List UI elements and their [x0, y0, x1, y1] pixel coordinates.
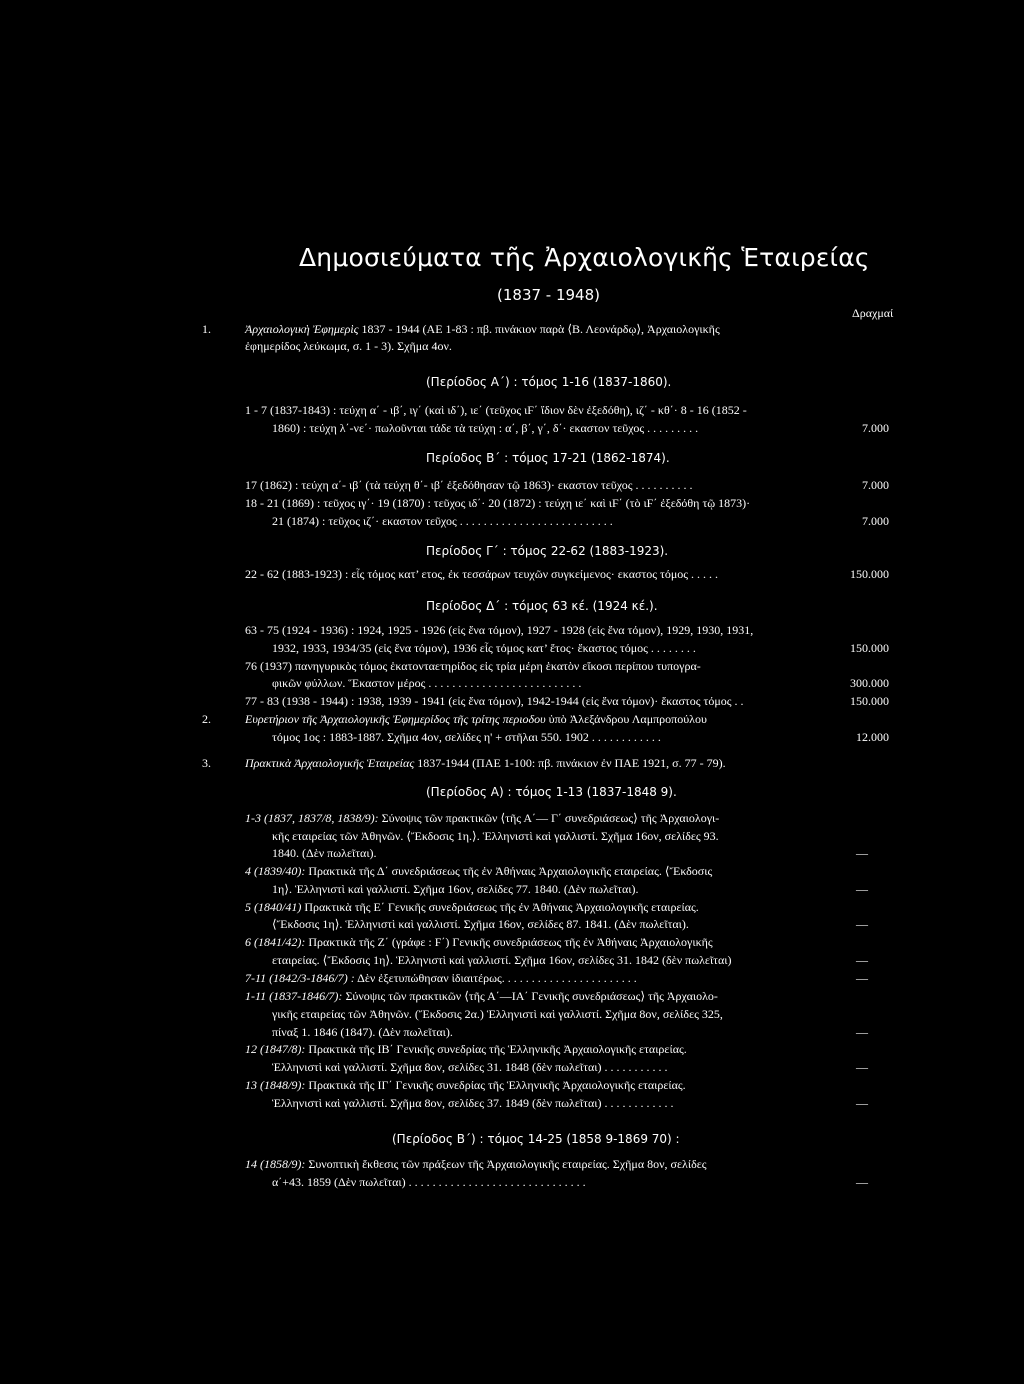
section-heading: Περίοδος Δ΄ : τόμος 63 κέ. (1924 κέ.).	[426, 599, 658, 613]
praktika-ref: 13 (1848/9):	[245, 1078, 306, 1092]
praktika-ref: 5 (1840/41)	[245, 900, 302, 914]
praktika-line	[245, 864, 712, 878]
entry-number: 2.	[202, 712, 211, 726]
praktika-ref: 12 (1847/8):	[245, 1042, 306, 1056]
section-heading: (Περίοδος Α) : τόμος 1-13 (1837-1848 9).	[426, 785, 677, 799]
entry-text: ὑπὸ Ἀλεξάνδρου Λαμπροπούλου	[548, 712, 707, 726]
praktika-ref: 7-11 (1842/3-1846/7) :	[245, 971, 355, 985]
entry-line: ἐφημερίδος λεύκωμα, σ. 1 - 3). Σχῆμα 4ον.	[245, 339, 452, 353]
praktika-line: Ἑλληνιστὶ καὶ γαλλιστί. Σχῆμα 8ον, σελίδες 37. 1849 (δὲν πωλεῖται) . . . . . . . . . . . .	[272, 1096, 674, 1110]
praktika-text: Δὲν ἐξετυπώθησαν ἰδιαιτέρως. . . . . . . . . . . . . . . . . . . . . . .	[357, 971, 637, 985]
price-value: 12.000	[856, 730, 889, 744]
price-dash: —	[856, 1096, 868, 1110]
praktika-text: Συνοπτικὴ ἔκθεσις τῶν πράξεων τῆς Ἀρχαιολογικῆς εταιρείας. Σχῆμα 8ον, σελίδες	[308, 1157, 707, 1171]
praktika-line	[245, 1157, 707, 1171]
praktika-line	[245, 900, 699, 914]
praktika-text: Πρακτικὰ τῆς Ζ΄ (γράφε : Ϝ΄) Γενικῆς συνεδριάσεως τῆς ἐν Ἀθήναις Ἀρχαιολογικῆς	[308, 935, 713, 949]
price-dash: —	[856, 971, 868, 985]
entry-line	[245, 756, 726, 770]
praktika-text: Πρακτικὰ τῆς ΙΓ΄ Γενικῆς συνεδρίας τῆς Ἑλληνικῆς Ἀρχαιολογικῆς εταιρείας.	[308, 1078, 686, 1092]
price-dash: —	[856, 1175, 868, 1189]
price-dash: —	[856, 1025, 868, 1039]
praktika-line: Ἑλληνιστὶ καὶ γαλλιστί. Σχῆμα 8ον, σελίδες 31. 1848 (δὲν πωλεῖται) . . . . . . . . . . .	[272, 1060, 668, 1074]
praktika-line: πίναξ 1. 1846 (1847). (Δὲν πωλεῖται).	[272, 1025, 453, 1039]
section-line: 18 - 21 (1869) : τεῦχος ιγ΄· 19 (1870) : τεῦχος ιδ΄· 20 (1872) : τεύχη ιε΄ καὶ ιϜ΄ (τὸ ιϜ΄ ἐξεδόθη τῷ 1873)·	[245, 496, 751, 510]
praktika-line: εταιρείας. ⟨Ἔκδοσις 1η⟩. Ἑλληνιστὶ καὶ γαλλιστί. Σχῆμα 16ον, σελίδες 31. 1842 (δὲν πωλεῖται)	[272, 953, 732, 967]
page-title: Δημοσιεύματα τῆς Ἀρχαιολογικῆς Ἑταιρείας	[299, 243, 870, 272]
price-dash: —	[856, 846, 868, 860]
section-heading: (Περίοδος Α΄) : τόμος 1-16 (1837-1860).	[426, 375, 672, 389]
praktika-line	[245, 989, 718, 1003]
entry-line	[245, 322, 720, 336]
praktika-ref: 1-3 (1837, 1837/8, 1838/9):	[245, 811, 379, 825]
section-line: 1860) : τεύχη λ΄-νε΄· πωλοῦνται τάδε τὰ τεύχη : α΄, β΄, γ΄, δ΄· εκαστον τεῦχος . . . . . . . . .	[272, 421, 699, 435]
price-value: 150.000	[850, 567, 889, 581]
entry-number: 1.	[202, 322, 211, 336]
praktika-line: κῆς εταιρείας τῶν Ἀθηνῶν. ⟨Ἔκδοσις 1η.⟩. Ἑλληνιστὶ καὶ γαλλιστί. Σχῆμα 16ον, σελίδες 93.	[272, 829, 719, 843]
price-dash: —	[856, 953, 868, 967]
praktika-line: 1η⟩. Ἑλληνιστὶ καὶ γαλλιστί. Σχῆμα 16ον, σελίδες 77. 1840. (Δὲν πωλεῖται).	[272, 882, 639, 896]
section-line: 1 - 7 (1837-1843) : τεύχη α΄ - ιβ΄, ιγ΄ (καὶ ιδ΄), ιε΄ (τεῦχος ιϜ΄ ἴδιον δὲν ἐξεδόθη), ιζ΄ - κθ΄· 8 - 16 (1852 -	[245, 403, 747, 417]
entry-title: Ευρετήριον τῆς Ἀρχαιολογικῆς Ἐφημερίδος τῆς τρίτης περιοδου	[245, 712, 546, 726]
price-value: 150.000	[850, 694, 889, 708]
entry-title: Ἀρχαιολογικὴ Ἐφημερὶς	[245, 322, 359, 336]
price-value: 7.000	[862, 514, 889, 528]
praktika-ref: 1-11 (1837-1846/7):	[245, 989, 343, 1003]
section-line: φικῶν φύλλων. Ἕκαστον μέρος . . . . . . . . . . . . . . . . . . . . . . . . . .	[272, 676, 582, 690]
section-line: 76 (1937) πανηγυρικὸς τόμος ἑκατονταετηρίδος εἰς τρία μέρη ἑκατὸν εἴκοσι περίπου τυπογρα-	[245, 659, 701, 673]
praktika-line	[245, 1042, 687, 1056]
praktika-text: Σύνοψις τῶν πρακτικῶν ⟨τῆς Α΄— Γ΄ συνεδριάσεως⟩ τῆς Ἀρχαιολογι-	[381, 811, 720, 825]
section-line: 63 - 75 (1924 - 1936) : 1924, 1925 - 1926 (εἰς ἕνα τόμον), 1927 - 1928 (εἰς ἕνα τόμον), 1929, 1930, 1931,	[245, 623, 754, 637]
entry-text: 1837 - 1944 (ΑΕ 1-83 : πβ. πινάκιον παρὰ ⟨Β. Λεονάρδῳ⟩, Ἀρχαιολογικῆς	[361, 322, 720, 336]
praktika-text: Πρακτικὰ τῆς Ε΄ Γενικῆς συνεδριάσεως τῆς ἐν Ἀθήναις Ἀρχαιολογικῆς εταιρείας.	[304, 900, 699, 914]
entry-number: 3.	[202, 756, 211, 770]
entry-title: Πρακτικὰ Ἀρχαιολογικῆς Ἑταιρείας	[245, 756, 415, 770]
entry-line	[245, 712, 707, 726]
praktika-line	[245, 971, 637, 985]
price-value: 150.000	[850, 641, 889, 655]
praktika-line	[245, 811, 719, 825]
entry-text: 1837-1944 (ΠΑΕ 1-100: πβ. πινάκιον ἐν ΠΑΕ 1921, σ. 77 - 79).	[417, 756, 726, 770]
praktika-line	[245, 935, 713, 949]
entry-line: τόμος 1ος : 1883-1887. Σχῆμα 4ον, σελίδες η' + στῆλαι 550. 1902 . . . . . . . . . . . .	[272, 730, 661, 744]
section-line: 17 (1862) : τεύχη α΄- ιβ΄ (τὰ τεύχη θ΄- ιβ΄ ἐξεδόθησαν τῷ 1863)· εκαστον τεῦχος . . . . . . . . . .	[245, 478, 693, 492]
price-value: 7.000	[862, 478, 889, 492]
price-dash: —	[856, 1060, 868, 1074]
praktika-line: ⟨Ἔκδοσις 1η⟩. Ἑλληνιστὶ καὶ γαλλιστί. Σχῆμα 16ον, σελίδες 87. 1841. (Δὲν πωλεῖται).	[272, 917, 689, 931]
currency-label: Δραχμαί	[852, 306, 894, 320]
section-heading: Περίοδος Β΄ : τόμος 17-21 (1862-1874).	[426, 451, 670, 465]
section-line: 22 - 62 (1883-1923) : εἷς τόμος κατ’ ετος, ἐκ τεσσάρων τευχῶν συγκείμενος· εκαστος τόμος . . . . .	[245, 567, 719, 581]
praktika-text: Πρακτικὰ τῆς Δ΄ συνεδριάσεως τῆς ἐν Ἀθήναις Ἀρχαιολογικῆς εταιρείας. ⟨Ἔκδοσις	[308, 864, 713, 878]
praktika-text: Σύνοψις τῶν πρακτικῶν ⟨τῆς Α΄—ΙΑ΄ Γενικῆς συνεδριάσεως⟩ τῆς Ἀρχαιολο-	[345, 989, 718, 1003]
praktika-ref: 6 (1841/42):	[245, 935, 306, 949]
year-range: (1837 - 1948)	[497, 286, 601, 304]
section-heading: (Περίοδος Β΄) : τόμος 14-25 (1858 9-1869 70) :	[392, 1132, 680, 1146]
praktika-ref: 4 (1839/40):	[245, 864, 306, 878]
section-line: 77 - 83 (1938 - 1944) : 1938, 1939 - 1941 (εἰς ἕνα τόμον), 1942-1944 (εἰς ἕνα τόμον)· ἕκαστος τόμος . .	[245, 694, 744, 708]
praktika-line: 1840. (Δὲν πωλεῖται).	[272, 846, 377, 860]
praktika-ref: 14 (1858/9):	[245, 1157, 306, 1171]
praktika-text: Πρακτικὰ τῆς ΙΒ΄ Γενικῆς συνεδρίας τῆς Ἑλληνικῆς Ἀρχαιολογικῆς εταιρείας.	[308, 1042, 687, 1056]
praktika-line	[245, 1078, 686, 1092]
section-line: 21 (1874) : τεῦχος ιζ΄· εκαστον τεῦχος . . . . . . . . . . . . . . . . . . . . . . . . . .	[272, 514, 613, 528]
praktika-line: α΄+43. 1859 (Δὲν πωλεῖται) . . . . . . . . . . . . . . . . . . . . . . . . . . . . . .	[272, 1175, 586, 1189]
price-value: 7.000	[862, 421, 889, 435]
price-value: 300.000	[850, 676, 889, 690]
section-line: 1932, 1933, 1934/35 (εἰς ἕνα τόμον), 1936 εἷς τόμος κατ’ ἔτος· ἕκαστος τόμος . . . . . . . .	[272, 641, 696, 655]
section-heading: Περίοδος Γ΄ : τόμος 22-62 (1883-1923).	[426, 544, 669, 558]
price-dash: —	[856, 917, 868, 931]
price-dash: —	[856, 882, 868, 896]
praktika-line: γικῆς εταιρείας τῶν Ἀθηνῶν. (Ἔκδοσις 2α.) Ἑλληνιστὶ καὶ γαλλιστί. Σχῆμα 8ον, σελίδες 325,	[272, 1007, 723, 1021]
